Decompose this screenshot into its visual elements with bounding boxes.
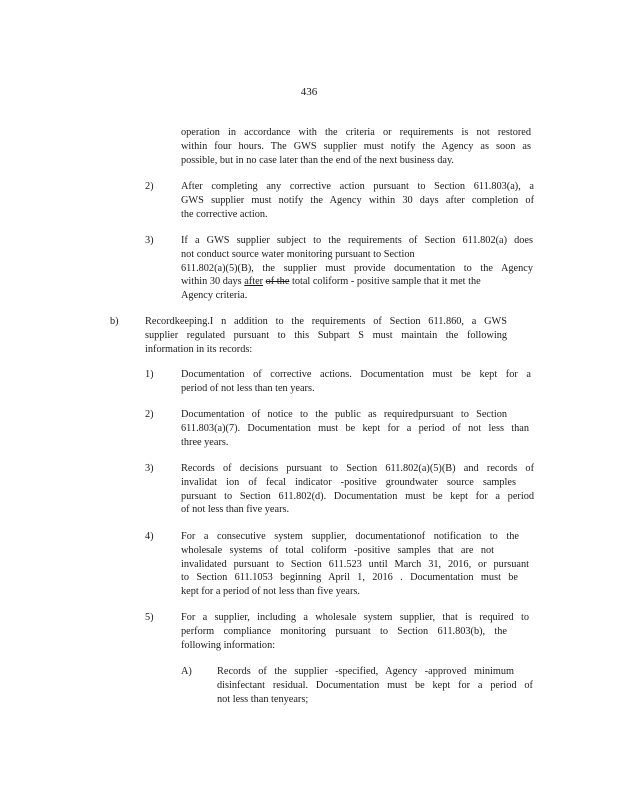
- subitem-label: A): [181, 666, 192, 677]
- text-line: within four hours. The GWS supplier must notify the Agency as soon as: [181, 140, 531, 152]
- text-line: Documentation of corrective actions. Documentation must be kept for a: [181, 369, 531, 380]
- text-line: not less than tenyears;: [217, 693, 309, 705]
- text-line-with-edits: [181, 275, 533, 289]
- text-line: After completing any corrective action pursuant to Section 611.803(a), a: [181, 181, 534, 192]
- text-line: Records of the supplier -specified, Agency -approved minimum: [217, 666, 514, 677]
- item-label: 3): [145, 463, 154, 474]
- text-line: information in its records:: [145, 343, 253, 355]
- text-line: of not less than five years.: [181, 504, 290, 516]
- text-span: total coliform - positive sample that it met the: [291, 276, 481, 288]
- text-line: supplier regulated pursuant to this Subpart S must maintain the following: [145, 329, 507, 341]
- item-label: 4): [145, 531, 154, 542]
- subitem-paragraph: [217, 665, 533, 706]
- text-line: operation in accordance with the criteria or requirements is not restored: [181, 127, 531, 138]
- text-line: Documentation of notice to the public as requiredpursuant to Section: [181, 409, 507, 420]
- text-line: GWS supplier must notify the Agency within 30 days after completion of: [181, 194, 534, 206]
- item-paragraph: [181, 180, 534, 221]
- text-line: For a consecutive system supplier, documentationof notification to the: [181, 531, 519, 542]
- item-label: 3): [145, 235, 154, 246]
- item-paragraph: [181, 234, 533, 303]
- inserted-text: after: [244, 276, 264, 288]
- deleted-text: of the: [265, 276, 290, 288]
- text-line: following information:: [181, 639, 276, 651]
- intro-paragraph: [181, 126, 531, 167]
- item-paragraph: [181, 408, 529, 449]
- section-label: b): [110, 316, 119, 327]
- item-label: 2): [145, 409, 154, 420]
- item-paragraph: [181, 462, 534, 517]
- item-label: 5): [145, 612, 154, 623]
- text-line: period of not less than ten years.: [181, 382, 315, 394]
- text-line: invalidat ion of fecal indicator -positive groundwater source samples: [181, 476, 516, 488]
- section-paragraph: [145, 315, 507, 356]
- page-number: 436: [300, 86, 318, 98]
- text-line: wholesale systems of total coliform -positive samples that are not: [181, 544, 494, 556]
- text-span: within 30 days: [181, 276, 242, 288]
- item-paragraph: [181, 611, 529, 652]
- text-line: Agency criteria.: [181, 290, 248, 302]
- text-line: invalidated pursuant to Section 611.523 until March 31, 2016, or pursuant: [181, 558, 529, 570]
- text-line: 611.802(a)(5)(B), the supplier must provide documentation to the Agency: [181, 262, 533, 274]
- text-line: Recordkeeping.I n addition to the requirements of Section 611.860, a GWS: [145, 316, 507, 327]
- text-line: possible, but in no case later than the end of the next business day.: [181, 154, 454, 166]
- text-line: pursuant to Section 611.802(d). Documentation must be kept for a period: [181, 490, 534, 502]
- text-line: the corrective action.: [181, 208, 268, 220]
- text-line: If a GWS supplier subject to the requirements of Section 611.802(a) does: [181, 235, 533, 246]
- item-label: 2): [145, 181, 154, 192]
- text-line: three years.: [181, 436, 229, 448]
- text-line: Records of decisions pursuant to Section 611.802(a)(5)(B) and records of: [181, 463, 534, 474]
- text-line: to Section 611.1053 beginning April 1, 2016 . Documentation must be: [181, 572, 518, 584]
- text-line: 611.803(a)(7). Documentation must be kept for a period of not less than: [181, 422, 529, 434]
- text-line: For a supplier, including a wholesale system supplier, that is required to: [181, 612, 529, 623]
- item-paragraph: [181, 530, 529, 599]
- item-label: 1): [145, 369, 154, 380]
- text-line: perform compliance monitoring pursuant to Section 611.803(b), the: [181, 625, 507, 637]
- item-paragraph: [181, 368, 531, 396]
- text-line: not conduct source water monitoring pursuant to Section: [181, 248, 415, 260]
- text-line: disinfectant residual. Documentation must be kept for a period of: [217, 679, 533, 691]
- text-line: kept for a period of not less than five years.: [181, 586, 360, 598]
